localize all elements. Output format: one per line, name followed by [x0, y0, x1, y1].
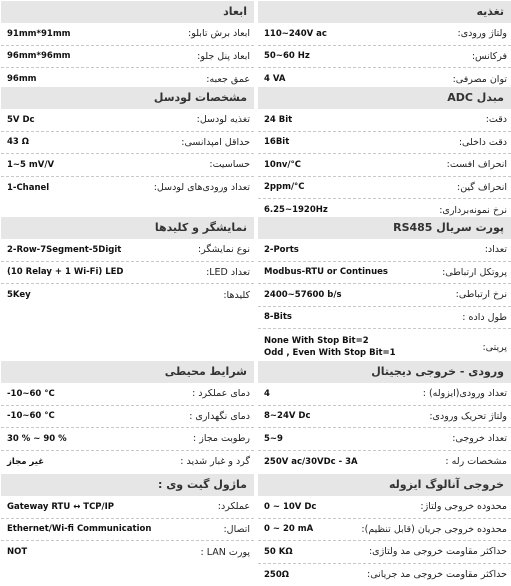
spec-row	[1, 519, 254, 542]
section-header: مشخصات لودسل	[1, 87, 254, 109]
spec-row	[258, 541, 511, 564]
loadcell-section	[1, 87, 254, 199]
spec-label: انحراف گین:	[457, 177, 507, 199]
spec-row	[258, 406, 511, 429]
spec-value: غیر مجاز	[7, 451, 44, 474]
spec-row	[258, 428, 511, 451]
spec-row	[258, 46, 511, 69]
spec-label: حداکثر مقاومت خروجی مد ولتاژی:	[369, 541, 507, 563]
spec-value: 6.25~1920Hz	[264, 199, 328, 222]
spec-value: -10~60 °C	[7, 383, 55, 405]
spec-value: 2ppm/°C	[264, 177, 305, 199]
spec-label: حداکثر مقاومت خروجی مد جریانی:	[367, 564, 507, 586]
power-section	[258, 1, 511, 91]
spec-value: (10 Relay + 1 Wi-Fi) LED	[7, 262, 124, 284]
section-header: شرایط محیطی	[1, 361, 254, 383]
spec-label: رطوبت مجاز :	[193, 428, 250, 450]
spec-label: نرخ نمونه‌برداری:	[439, 199, 507, 222]
spec-value: 24 Bit	[264, 109, 292, 131]
spec-row	[1, 23, 254, 46]
section-header: تغذیه	[258, 1, 511, 23]
spec-label: تعداد خروجی:	[452, 428, 507, 450]
spec-row	[1, 132, 254, 155]
spec-value: 1-Chanel	[7, 177, 49, 200]
spec-value: 1~5 mV/V	[7, 154, 54, 176]
spec-row	[1, 262, 254, 285]
spec-value: 110~240V ac	[264, 23, 327, 45]
spec-row	[258, 262, 511, 285]
parity-line-2: Odd , Even With Stop Bit=1	[264, 347, 396, 359]
spec-label: تعداد ورودی‌های لودسل:	[154, 177, 250, 200]
spec-label: ابعاد پنل جلو:	[197, 46, 250, 68]
spec-label: عمق جعبه:	[206, 68, 250, 91]
spec-label: گرد و غبار شدید :	[180, 451, 250, 474]
spec-label: ولتاژ تحریک ورودی:	[429, 406, 507, 428]
spec-label: کلیدها:	[223, 284, 250, 307]
analog-output-section	[258, 474, 511, 586]
spec-row	[258, 109, 511, 132]
spec-row	[1, 496, 254, 519]
spec-value: 250V ac/30VDc - 3A	[264, 451, 358, 474]
spec-label: حداقل امپدانسی:	[181, 132, 250, 154]
rs485-section	[258, 217, 511, 365]
spec-value: 2-Row-7Segment-5Digit	[7, 239, 121, 261]
spec-label: ولتاژ ورودی:	[458, 23, 507, 45]
spec-row	[258, 496, 511, 519]
spec-value: 0 ~ 10V Dc	[264, 496, 316, 518]
spec-row	[1, 284, 254, 307]
spec-row	[1, 239, 254, 262]
spec-value: 4	[264, 383, 270, 405]
spec-row	[258, 177, 511, 200]
spec-row	[258, 239, 511, 262]
spec-value: 5Key	[7, 284, 31, 307]
spec-label: توان مصرفی:	[453, 68, 507, 91]
spec-row	[1, 406, 254, 429]
spec-value: 2-Ports	[264, 239, 299, 261]
spec-value: 8~24V Dc	[264, 406, 311, 428]
section-header: خروجی آنالوگ ایزوله	[258, 474, 511, 496]
section-header: ورودی - خروجی دیجیتال	[258, 361, 511, 383]
spec-label: نرخ ارتباطی:	[456, 284, 507, 306]
spec-row	[258, 519, 511, 542]
spec-label: عملکرد:	[218, 496, 250, 518]
spec-label: تعداد LED:	[206, 262, 250, 284]
section-header: ابعاد	[1, 1, 254, 23]
adc-section	[258, 87, 511, 222]
spec-label: دقت داخلی:	[459, 132, 507, 154]
spec-value: 5V Dc	[7, 109, 35, 131]
spec-label: مشخصات رله :	[445, 451, 507, 474]
spec-value: Gateway RTU ↔ TCP/IP	[7, 496, 114, 518]
spec-label: حساسیت:	[209, 154, 250, 176]
spec-row	[258, 451, 511, 474]
spec-row	[258, 154, 511, 177]
spec-row	[1, 46, 254, 69]
spec-value: 2400~57600 b/s	[264, 284, 342, 306]
spec-label: فرکانس:	[472, 46, 507, 68]
spec-value: 50~60 Hz	[264, 46, 310, 68]
spec-label: انحراف افست:	[447, 154, 507, 176]
spec-label: تعداد ورودی(ایزوله) :	[423, 383, 507, 405]
environment-section	[1, 361, 254, 473]
spec-value: Modbus-RTU or Continues	[264, 262, 388, 284]
spec-value: 96mm*96mm	[7, 46, 71, 68]
spec-row	[258, 132, 511, 155]
spec-row	[258, 307, 511, 330]
spec-label: تغذیه لودسل:	[197, 109, 250, 131]
spec-label: پروتکل ارتباطی:	[442, 262, 507, 284]
spec-label: پریتی:	[482, 329, 507, 365]
spec-row	[1, 154, 254, 177]
digital-io-section	[258, 361, 511, 473]
display-keys-section	[1, 217, 254, 307]
spec-row	[1, 428, 254, 451]
spec-row	[258, 383, 511, 406]
spec-row	[258, 564, 511, 586]
parity-line-1: None With Stop Bit=2	[264, 335, 369, 347]
dimensions-section	[1, 1, 254, 91]
spec-value: 8-Bits	[264, 307, 292, 329]
spec-label: دقت:	[486, 109, 507, 131]
spec-row	[1, 109, 254, 132]
spec-value: 5~9	[264, 428, 283, 450]
spec-row	[258, 23, 511, 46]
spec-label: طول داده :	[462, 307, 507, 329]
spec-row	[1, 177, 254, 200]
spec-value: Ethernet/Wi-fi Communication	[7, 519, 151, 541]
spec-row	[258, 284, 511, 307]
spec-label: ابعاد برش تابلو:	[188, 23, 250, 45]
spec-row	[1, 383, 254, 406]
spec-value: 16Bit	[264, 132, 289, 154]
spec-label: پورت LAN :	[201, 541, 250, 564]
spec-value: 43 Ω	[7, 132, 29, 154]
spec-value: NOT	[7, 541, 27, 564]
spec-label: تعداد:	[485, 239, 507, 261]
spec-value: 50 KΩ	[264, 541, 293, 563]
spec-label: دمای عملکرد :	[192, 383, 250, 405]
section-header: ماژول گیت وی :	[1, 474, 254, 496]
section-header: مبدل ADC	[258, 87, 511, 109]
gateway-section	[1, 474, 254, 564]
spec-value: -10~60 °C	[7, 406, 55, 428]
spec-value: 96mm	[7, 68, 37, 91]
spec-row	[1, 451, 254, 474]
spec-value: 0 ~ 20 mA	[264, 519, 313, 541]
spec-label: نوع نمایشگر:	[198, 239, 250, 261]
spec-row	[1, 541, 254, 564]
spec-value: 4 VA	[264, 68, 285, 91]
spec-label: دمای نگهداری :	[189, 406, 250, 428]
section-header: نمایشگر و کلیدها	[1, 217, 254, 239]
spec-value: 10nv/°C	[264, 154, 301, 176]
spec-label: محدوده خروجی جریان (قابل تنظیم):	[361, 519, 507, 541]
spec-row	[258, 329, 511, 365]
spec-label: اتصال:	[223, 519, 250, 541]
spec-value: 250Ω	[264, 564, 289, 586]
spec-label: محدوده خروجی ولتاژ:	[420, 496, 507, 518]
spec-value: 30 % ~ 90 %	[7, 428, 67, 450]
spec-value	[264, 329, 396, 365]
spec-value: 91mm*91mm	[7, 23, 71, 45]
section-header: پورت سریال RS485	[258, 217, 511, 239]
